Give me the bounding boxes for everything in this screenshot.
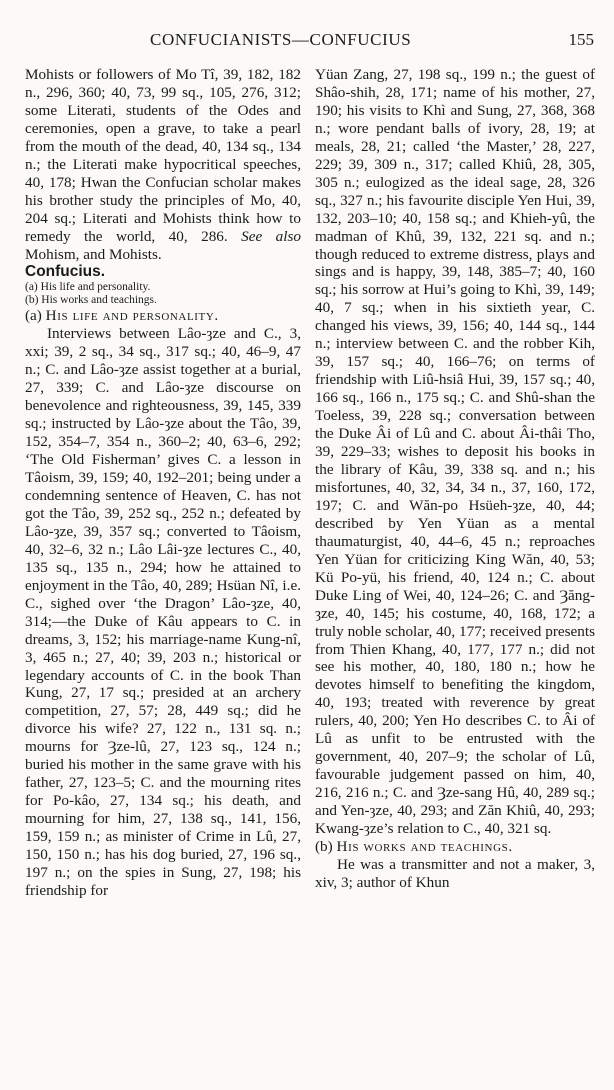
section-b-label: (b): [315, 837, 333, 855]
section-b-heading: [315, 838, 595, 856]
section-b-text: He was a transmitter and not a maker, 3, xiv, 3; author of Khun: [315, 855, 595, 891]
section-a-title: His life and personality.: [45, 307, 219, 325]
subsection-list-item-a: (a) His life and personality.: [25, 281, 151, 294]
section-a-text-continued: Yüan Zang, 27, 198 sq., 199 n.; the guest of Shâo-shih, 28, 171; name of his mother, 27, 190; his visits to Khì and Sung, 27, 368, 368 n.; wore pendant balls of ivory, 28, 19; at meals, 28, 21; called ‘the Master,’ 28, 227, 229; 39, 309 n., 317; called Khiû, 28, 305, 305 n.; eulogized as the ideal sage, 28, 326 sq., 327 n.; his favourite disciple Yen Hui, 39, 132, 203–10; 40, 158 sq.; and Khieh-yû, the madman of Khû, 39, 132, 221 sq. and n.; though reduced to extreme distress, plays and sings and is happy, 39, 148, 385–7; 40, 160 sq.; his sorrow at Hui’s going to Khì, 39, 149; 40, 7 sq.; when in his sixtieth year, C. changed his views, 39, 156; 40, 144 sq., 144 n.; interview between C. and the robber Kih, 39, 157 sq.; 40, 166–76; on terms of friendship with Liû-hsiâ Hui, 39, 157 sq.; 40, 166 sq., 166 n., 175 sq.; C. and Shû-shan the Toeless, 39, 228 sq.; conversation between the Duke Âi of Lû and C. about Âi-thâi Tho, 39, 229–33; wishes to deposit his books in the library of Kâu, 39, 338 sq. and n.; his misfortunes, 40, 32, 34, 34 n., 37, 160, 172, 197; C. and Wăn-po Hsüeh-ȝze, 40, 44; described by Yen Yüan as a mental thaumaturgist, 40, 44–6, 45 n.; reproaches Yen Yüan for criticizing King Wăn, 40, 53; Kü Po-yü, his friend, 40, 124 n.; C. about Duke Ling of Wei, 40, 124–26; C. and Ȝăng-ȝze, 40, 145; his costume, 40, 168, 172; a truly noble scholar, 40, 177; received presents from Thien Khang, 40, 177, 177 n.; did not see his mother, 40, 180, 180 n.; how he devotes himself to benefiting the kingdom, 40, 193; treated with reverence by great rulers, 40, 200; Yen Ho describes C. to Âi of Lû as unfit to be entrusted with the government, 40, 207–9; the scholar of Lû, favourable judgement passed on him, 40, 216, 216 n.; C. and Ȝze-sang Hû, 40, 289 sq.; and Yen-ȝze, 40, 293; and Zăn Khiû, 40, 293; Kwang-ȝze’s relation to C., 40, 321 sq.: [315, 66, 595, 838]
section-b-title: His works and teachings.: [336, 837, 513, 855]
entry-text: Mohists or followers of Mo Tî, 39, 182, 182 n., 296, 360; 40, 73, 99 sq., 105, 276, 312; some Literati, students of the Odes and ceremonies, open a grave, to take a pearl from the mouth of the dead, 40, 134 sq., 134 n.; the Literati make hypocritical speeches, 40, 178; Hwan the Confucian scholar makes his brother study the principles of Mo, 40, 204 sq.; Literati and Mohists think how to remedy the world, 40, 286.: [25, 66, 301, 245]
running-title: CONFUCIANISTS—CONFUCIUS: [150, 30, 412, 49]
index-entry-confucianists-continuation: [25, 66, 301, 263]
section-a-text: Interviews between Lâo-ȝze and C., 3, xxi; 39, 2 sq., 34 sq., 317 sq.; 40, 46–9, 47 n.; C. and Lâo-ȝze assist together at a burial, 27, 339; C. and Lâo-ȝze discourse on benevolence and righteousness, 39, 145, 339 sq.; instructed by Lâo-ȝze about the Tâo, 39, 152, 354–7, 354 n., 360–2; 40, 63–6, 292; ‘The Old Fisherman’ gives C. a lesson in Tâoism, 39, 159; 40, 192–201; being under a condemning sentence of Heaven, C. has not got the Tâo, 39, 252 sq., 252 n.; defeated by Lâo-ȝze, 39, 357 sq.; converted to Tâoism, 40, 32–6, 32 n.; Lâo Lâi-ȝze lectures C., 40, 135 sq., 135 n., 294; how he attained to enjoyment in the Tâo, 40, 289; Hsüan Nî, i.e. C., sighed over ‘the Dragon’ Lâo-ȝze, 40, 314;—the Duke of Kâu appears to C. in dreams, 3, 152; his marriage-name Kung-nî, 3, 465 n.; 27, 40; 39, 203 n.; historical or legendary accounts of C. in the book Than Kung, 27, 17 sq.; presided at an archery competition, 27, 57; 28, 449 sq.; did he divorce his wife? 27, 122 n., 131 sq. n.; mourns for Ȝze-lû, 27, 123 sq., 124 n.; buried his mother in the same grave with his father, 27, 123–5; C. and the mourning rites for Po-kâo, 27, 134 sq.; his death, and mourning for him, 27, 138 sq., 141, 156, 159, 159 n.; as minister of Crime in Lû, 27, 150, 150 n.; has his dog buried, 27, 196 sq., 197 n.; on the spies in Sung, 27, 198; his friendship for: [25, 325, 301, 899]
entry-heading-confucius: Confucius.: [25, 263, 106, 281]
subsection-list-item-b: (b) His works and teachings.: [25, 294, 157, 307]
page-header: [0, 30, 614, 54]
page-number: 155: [568, 30, 594, 49]
right-column: [315, 66, 595, 892]
see-also-label: See also: [241, 227, 301, 245]
see-also-target: Mohism, and Mohists.: [25, 245, 162, 263]
section-a-heading: [25, 307, 301, 325]
section-a-label: (a): [25, 307, 42, 325]
left-column: [25, 66, 301, 900]
